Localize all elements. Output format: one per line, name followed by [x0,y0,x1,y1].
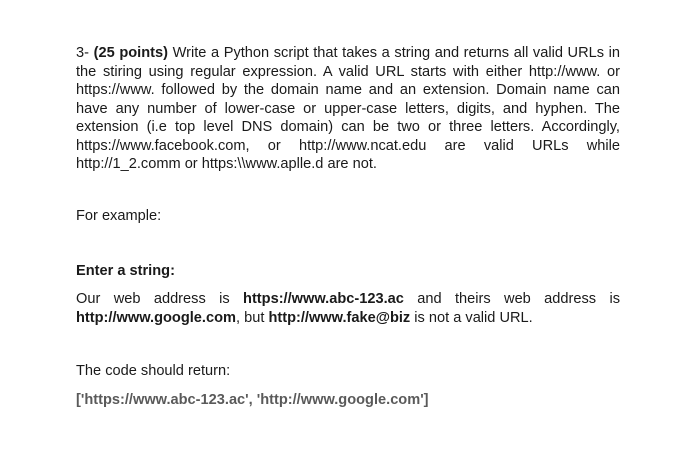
example-input [76,290,620,328]
input-part-4: is not a valid URL. [410,310,533,326]
input-part-1: Our web address is [76,291,244,307]
return-label: The code should return: [76,363,231,379]
input-prompt: Enter a string: [76,263,175,279]
question-block [76,44,620,174]
question-paragraph [76,44,620,174]
question-text: Write a Python script that takes a string and returns all valid URLs in the stiring using regular expression. A valid URL starts with either http://www. or https://www. followed by the domain name and an extension. Domain name can have any number of lower-case or upper-case letters, digits, and hyphen. The extension (i.e top level DNS domain) can be two or three letters. Accordingly, https://www.facebook.com, or http://www.ncat.edu are valid URLs while http://1_2.comm or https:\\www.aplle.d are not. [76,45,621,172]
input-url-2: http://www.google.com [76,310,236,326]
question-points: (25 points) [93,45,168,61]
input-url-3: http://www.fake@biz [268,310,411,326]
input-part-3: , but [235,310,269,326]
input-url-1: https://www.abc-123.ac [243,291,404,307]
example-label: For example: [76,208,162,224]
input-part-2: and theirs web address is [403,291,620,307]
expected-output: ['https://www.abc-123.ac', 'http://www.google.com'] [76,392,429,408]
question-number: 3- [76,45,89,61]
